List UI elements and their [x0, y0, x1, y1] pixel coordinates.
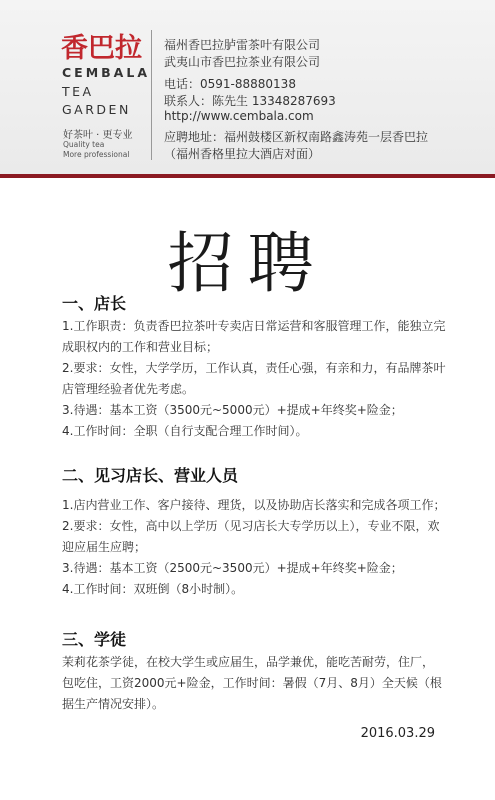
address-line-1: 应聘地址：福州鼓楼区新权南路鑫涛苑一层香巴拉: [164, 130, 429, 144]
body-line: 成职权内的工作和营业目标；: [62, 340, 219, 354]
brand-name-line-3: GARDEN: [62, 102, 131, 117]
body-line: 2.要求：女性，大学学历，工作认真，责任心强，有亲和力，有品牌茶叶: [62, 361, 446, 375]
phone-number: 电话：0591-88880138: [164, 77, 296, 91]
body-line: 4.工作时间：双班倒（8小时制）。: [62, 582, 244, 596]
section-body-sales: [62, 495, 447, 600]
body-line: 1.店内营业工作、客户接待、理货，以及协助店长落实和完成各项工作；: [62, 498, 446, 512]
body-line: 茉莉花茶学徒，在校大学生或应届生，品学兼优，能吃苦耐劳，住厂，: [62, 655, 435, 669]
brand-name-line-1: CEMBALA: [62, 65, 150, 80]
brand-name-line-2: TEA: [62, 84, 94, 99]
header-rule: [0, 174, 495, 178]
slogan: 好茶叶 · 更专业: [63, 130, 133, 141]
body-line: 据生产情况安排）。: [62, 697, 165, 711]
section-heading-apprentice: 三、学徒: [62, 630, 127, 649]
section-body-manager: [62, 316, 447, 442]
section-heading-sales: 二、见习店长、营业人员: [62, 466, 239, 485]
slogan-en-line-1: Quality tea: [63, 140, 105, 149]
website-link[interactable]: http://www.cembala.com: [164, 109, 314, 123]
body-line: 迎应届生应聘；: [62, 540, 147, 554]
company-name-2: 武夷山市香巴拉茶业有限公司: [164, 55, 321, 69]
section-heading-manager: 一、店长: [62, 294, 127, 313]
address-line-2: （福州香格里拉大酒店对面）: [164, 147, 321, 161]
header-divider: [151, 30, 152, 160]
body-line: 4.工作时间：全职（自行支配合理工作时间）。: [62, 424, 308, 438]
contact-person: 联系人：陈先生 13348287693: [164, 94, 336, 108]
post-date: 2016.03.29: [360, 726, 435, 741]
body-line: 1.工作职责：负责香巴拉茶叶专卖店日常运营和客服管理工作，能独立完: [62, 319, 446, 333]
body-line: 包吃住，工资2000元+险金，工作时间：暑假（7月、8月）全天候（根: [62, 676, 442, 690]
company-name-1: 福州香巴拉胪雷茶叶有限公司: [164, 38, 321, 52]
body-line: 店管理经验者优先考虑。: [62, 382, 195, 396]
body-line: 3.待遇：基本工资（2500元~3500元）+提成+年终奖+险金；: [62, 561, 403, 575]
brand-logo: 香巴拉: [61, 33, 142, 64]
header-banner: [0, 0, 495, 174]
body-line: 3.待遇：基本工资（3500元~5000元）+提成+年终奖+险金；: [62, 403, 403, 417]
page-title: 招聘: [167, 225, 328, 302]
section-body-apprentice: [62, 652, 447, 715]
slogan-en-line-2: More professional: [63, 150, 130, 159]
body-line: 2.要求：女性，高中以上学历（见习店长大专学历以上），专业不限，欢: [62, 519, 440, 533]
